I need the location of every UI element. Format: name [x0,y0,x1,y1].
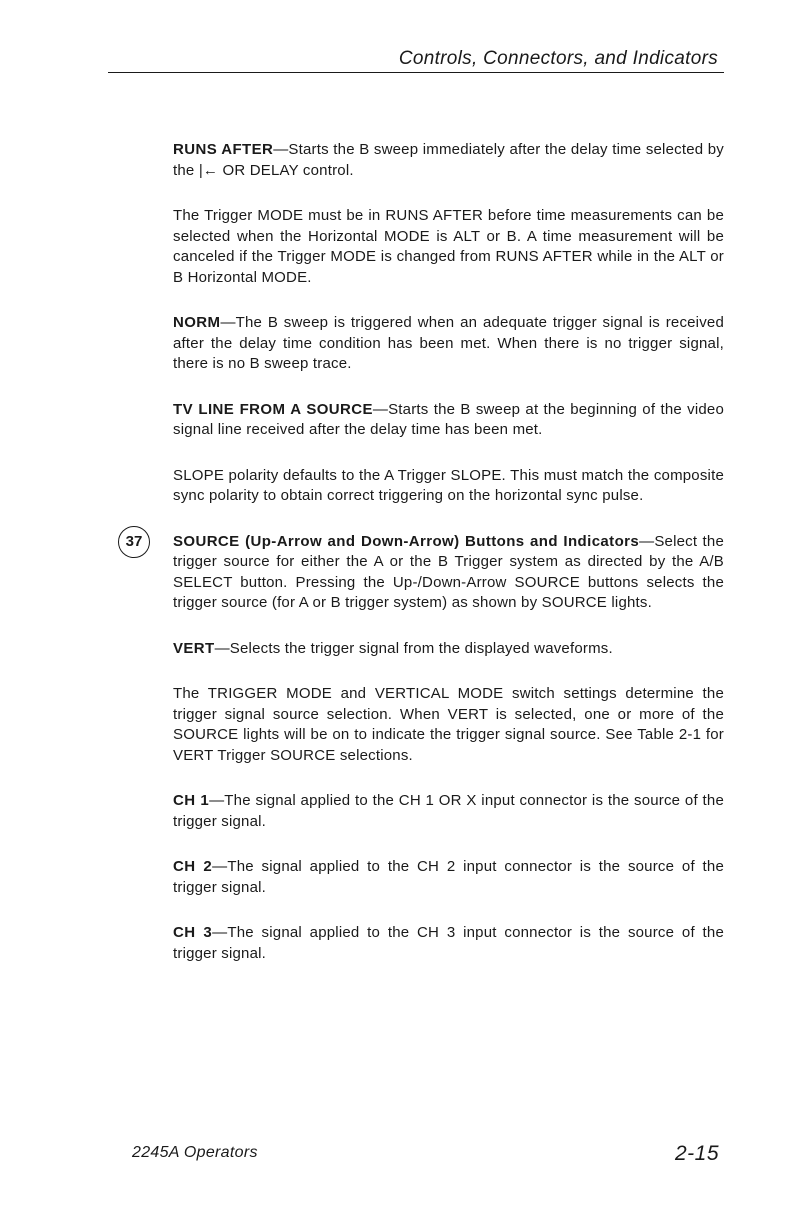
paragraph-runs-after [173,140,724,181]
text-norm: —The B sweep is triggered when an adequate trigger signal is received after the delay time condition has been met. When there is no trigger signal, there is no B sweep trace. [173,314,724,372]
paragraph-vert [173,639,724,660]
text-ch3: —The signal applied to the CH 3 input connector is the source of the trigger signal. [173,924,725,962]
term-runs-after: RUNS AFTER [173,141,274,158]
text-runs-after: —Starts the B sweep immediately after the delay time selected by the |← OR DELAY control. [173,141,725,179]
paragraph-slope-note: SLOPE polarity defaults to the A Trigger SLOPE. This must match the composite sync polarity to obtain correct triggering on the horizontal sync pulse. [173,466,724,504]
paragraph-ch1 [173,791,724,832]
term-ch2: CH 2 [173,858,213,875]
text-source: —Select the trigger source for either the A or the B Trigger system as directed by the A/B SELECT button. Pressing the Up-/Down-Arrow SOURCE buttons selects the trigger source (for A or B trigger system) as shown by SOURCE lights. [173,532,724,611]
paragraph-ch2 [173,857,724,898]
term-ch1: CH 1 [173,792,210,809]
term-norm: NORM [173,314,221,331]
body-content [125,140,725,964]
paragraph-source [173,532,724,614]
paragraph-tv-line [173,400,724,441]
footer-page-number: 2-15 [674,1142,719,1165]
term-vert: VERT [173,639,215,657]
paragraph-norm [173,313,724,375]
term-ch3: CH 3 [173,924,213,941]
paragraph-trigger-mode-note: The Trigger MODE must be in RUNS AFTER before time measurements can be selected when the Horizontal MODE is ALT or B. A time measurement will be canceled if the Trigger MODE is changed from RUNS AFTER while in the ALT or B Horizontal MODE. [173,207,724,286]
text-ch2: —The signal applied to the CH 2 input connector is the source of the trigger signal. [173,858,725,896]
footer-manual-name: 2245A Operators [132,1144,258,1161]
running-header: Controls, Connectors, and Indicators [398,48,718,69]
text-vert: —Selects the trigger signal from the displayed waveforms. [214,639,613,657]
term-tv-line: TV LINE FROM A SOURCE [173,400,373,418]
term-source: SOURCE (Up-Arrow and Down-Arrow) Buttons and Indicators [173,532,640,550]
text-ch1: —The signal applied to the CH 1 OR X input connector is the source of the trigger signal. [173,792,724,830]
paragraph-ch3 [173,923,724,964]
source-section [125,532,724,614]
callout-number: 37 [118,526,150,558]
paragraph-vert-note: The TRIGGER MODE and VERTICAL MODE switch settings determine the trigger signal source selection. When VERT is selected, one or more of the SOURCE lights will be on to indicate the trigger signal source. See Table 2-1 for VERT Trigger SOURCE selections. [173,685,724,764]
header-rule [108,72,724,73]
text-tv-line: —Starts the B sweep at the beginning of the video signal line received after the delay time has been met. [173,400,724,438]
